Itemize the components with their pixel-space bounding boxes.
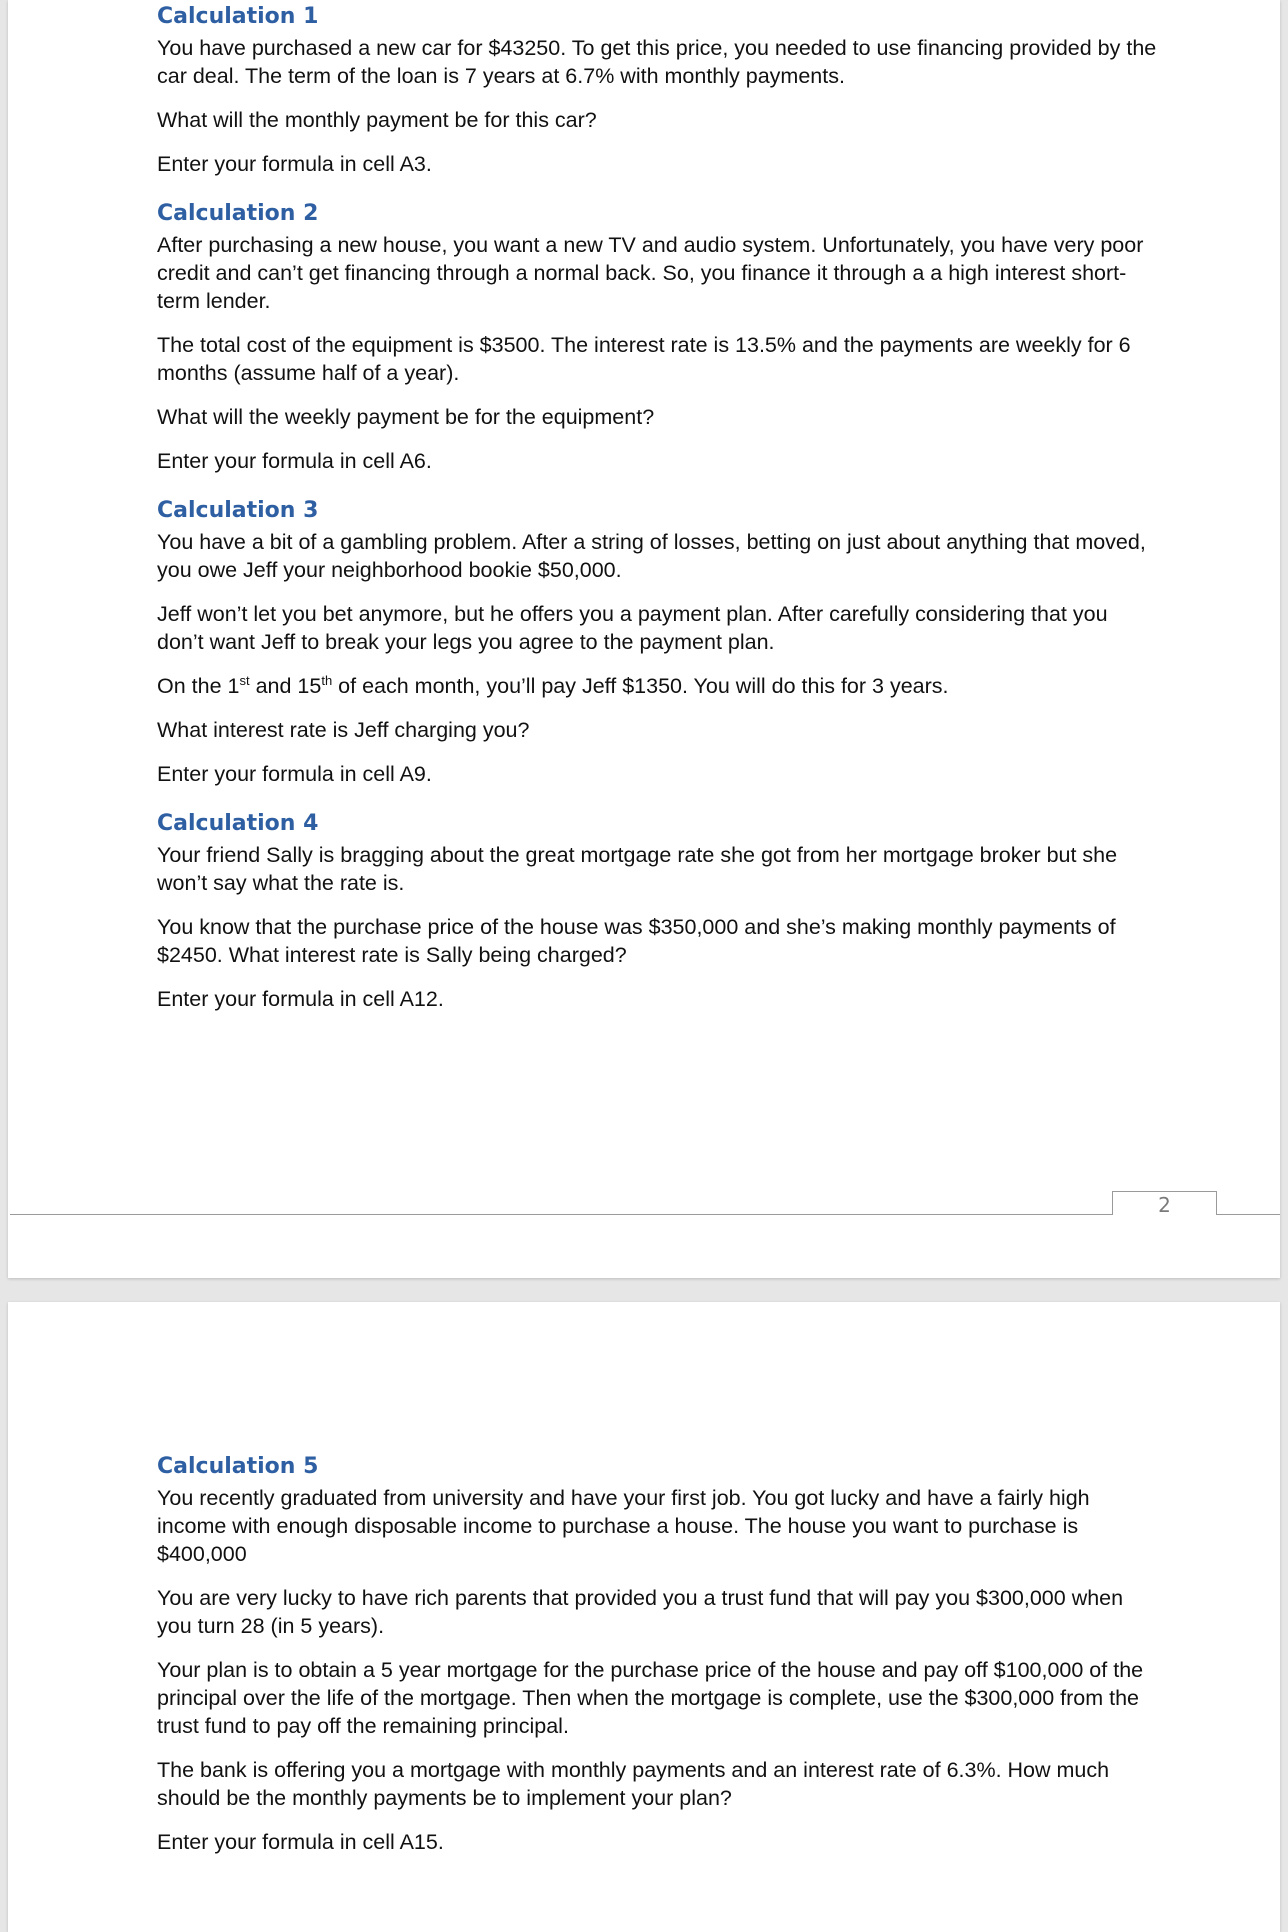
calculation-5-paragraph: Your plan is to obtain a 5 year mortgage for the purchase price of the house and pay off $100,000 of the principal over the life of the mortgage. Then when the mortgage is complete, use the $300,000 from the trust fund to pay off the remaining principal. xyxy=(157,1658,1144,1738)
calculation-5-instruction: Enter your formula in cell A15. xyxy=(157,1830,444,1854)
document-page-2 xyxy=(8,1302,1280,1932)
calculation-1-section xyxy=(157,2,1157,178)
calculation-5-paragraph: You are very lucky to have rich parents that provided you a trust fund that will pay you $300,000 when you turn 28 (in 5 years). xyxy=(157,1586,1124,1638)
calculation-2-paragraph: The total cost of the equipment is $3500. The interest rate is 13.5% and the payments are weekly for 6 months (assume half of a year). xyxy=(157,333,1131,385)
calculation-3-instruction: Enter your formula in cell A9. xyxy=(157,762,432,786)
calculation-1-instruction: Enter your formula in cell A3. xyxy=(157,152,432,176)
calculation-4-heading: Calculation 4 xyxy=(157,811,319,836)
calculation-3-question: What interest rate is Jeff charging you? xyxy=(157,718,530,742)
calculation-3-paragraph: You have a bit of a gambling problem. After a string of losses, betting on just about anything that moved, you owe Jeff your neighborhood bookie $50,000. xyxy=(157,530,1146,582)
calculation-1-question: What will the monthly payment be for this car? xyxy=(157,108,597,132)
page-number: 2 xyxy=(1112,1191,1217,1215)
calculation-1-paragraph: You have purchased a new car for $43250. To get this price, you needed to use financing provided by the car deal. The term of the loan is 7 years at 6.7% with monthly payments. xyxy=(157,36,1157,88)
calculation-3-paragraph: Jeff won’t let you bet anymore, but he offers you a payment plan. After carefully considering that you don’t want Jeff to break your legs you agree to the payment plan. xyxy=(157,602,1108,654)
ordinal-suffix: th xyxy=(321,672,333,688)
page-2-content xyxy=(157,1452,1157,1856)
calculation-4-instruction: Enter your formula in cell A12. xyxy=(157,987,444,1011)
calculation-2-heading: Calculation 2 xyxy=(157,201,319,226)
document-page-1 xyxy=(8,0,1280,1278)
calculation-2-section xyxy=(157,199,1157,475)
calculation-3-payment-line xyxy=(157,672,1157,700)
calculation-5-section xyxy=(157,1452,1157,1856)
calculation-4-paragraph: Your friend Sally is bragging about the great mortgage rate she got from her mortgage broker but she won’t say what the rate is. xyxy=(157,843,1118,895)
calculation-5-heading: Calculation 5 xyxy=(157,1454,319,1479)
calculation-2-question: What will the weekly payment be for the equipment? xyxy=(157,405,655,429)
calculation-2-paragraph: After purchasing a new house, you want a new TV and audio system. Unfortunately, you have very poor credit and can’t get financing through a normal back. So, you finance it through a a high interest short-term lender. xyxy=(157,233,1144,313)
footer-divider xyxy=(10,1214,1280,1215)
calculation-5-question: The bank is offering you a mortgage with monthly payments and an interest rate of 6.3%. How much should be the monthly payments be to implement your plan? xyxy=(157,1758,1110,1810)
payment-line-text: of each month, you’ll pay Jeff $1350. You will do this for 3 years. xyxy=(332,674,949,698)
ordinal-suffix: st xyxy=(239,672,250,688)
payment-line-text: and 15 xyxy=(249,674,322,698)
calculation-2-instruction: Enter your formula in cell A6. xyxy=(157,449,432,473)
payment-line-text: On the 1 xyxy=(157,674,240,698)
calculation-4-paragraph: You know that the purchase price of the house was $350,000 and she’s making monthly payments of $2450. What interest rate is Sally being charged? xyxy=(157,915,1116,967)
page-1-content xyxy=(157,2,1157,1013)
calculation-3-section xyxy=(157,496,1157,788)
calculation-5-paragraph: You recently graduated from university and have your first job. You got lucky and have a fairly high income with enough disposable income to purchase a house. The house you want to purchase is $400,000 xyxy=(157,1486,1090,1566)
calculation-4-section xyxy=(157,809,1157,1013)
calculation-1-heading: Calculation 1 xyxy=(157,4,319,29)
calculation-3-heading: Calculation 3 xyxy=(157,498,319,523)
